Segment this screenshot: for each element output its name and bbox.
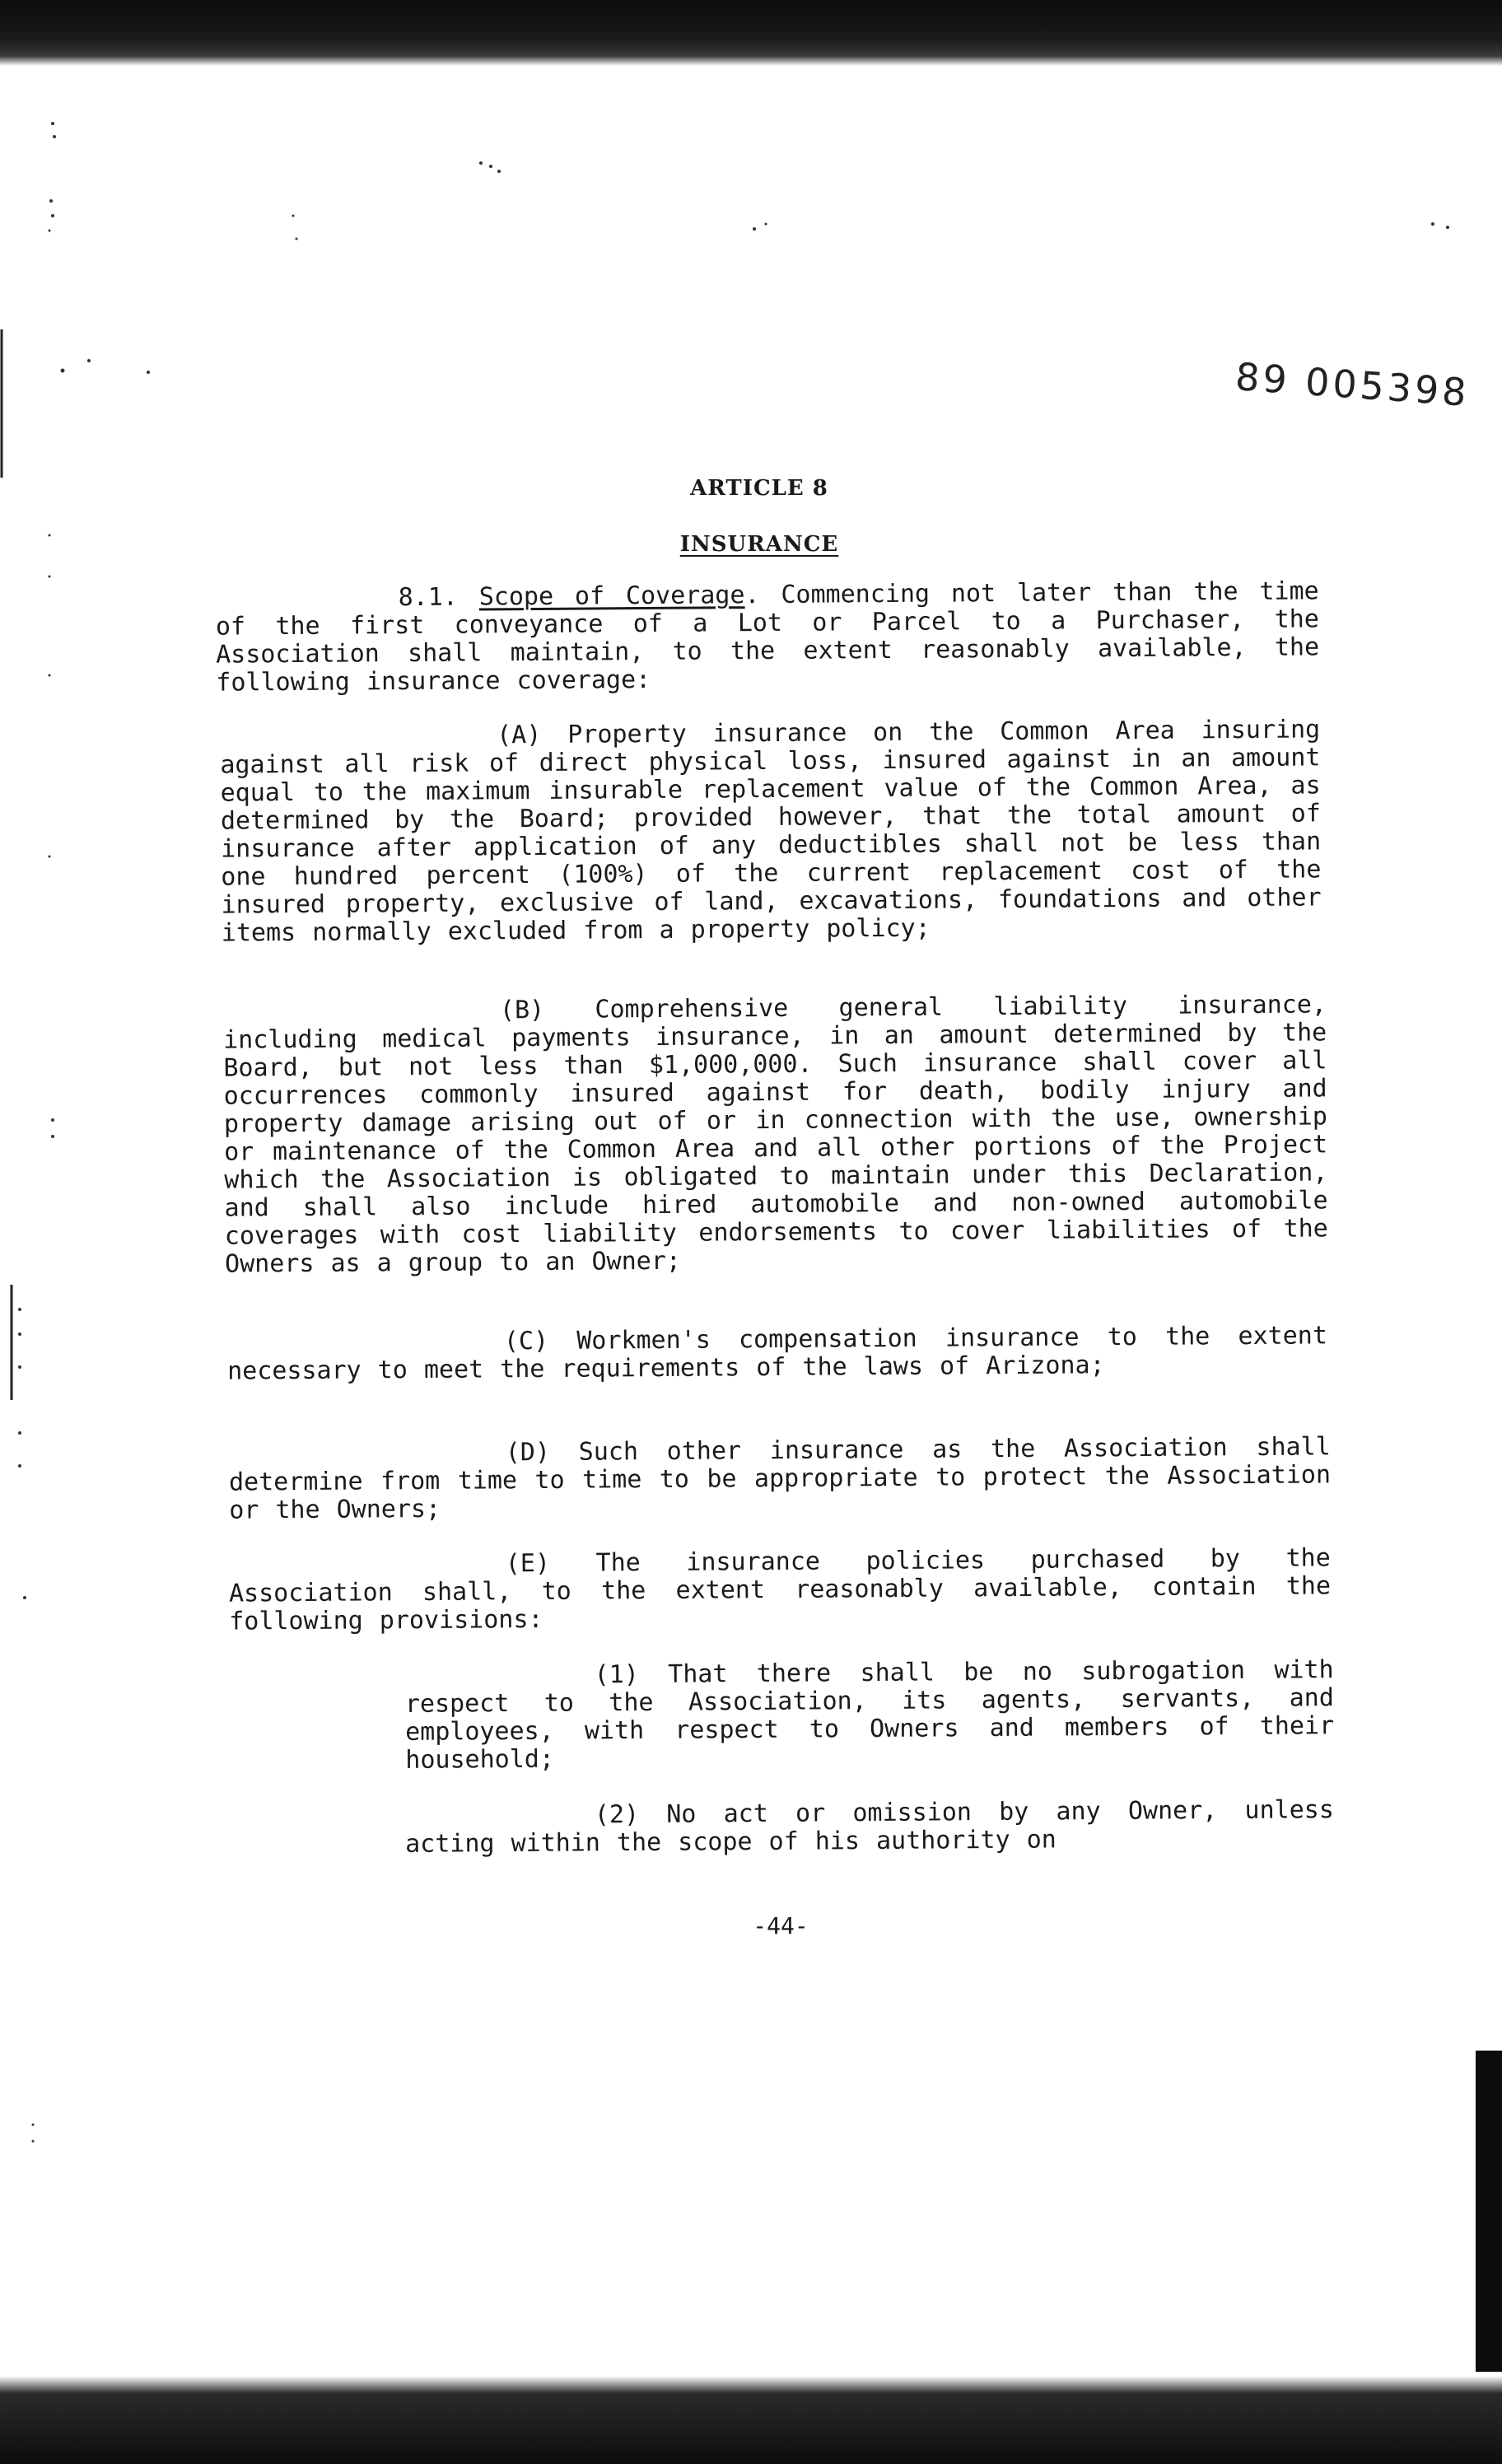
article-subtitle: INSURANCE bbox=[679, 532, 839, 557]
section-text: . Commencing not later than the time of the first conveyance of a Lot or Parcel to a Purchaser, the Association shall maintain, to the extent reasonably available, the following insurance coverage: bbox=[215, 576, 1320, 698]
clause-c-paragraph: (C) Workmen's compensation insurance to the extent necessary to meet the requirements of the laws of Arizona; bbox=[227, 1321, 1327, 1386]
clause-e-2-paragraph: (2) No act or omission by any Owner, unless acting within the scope of his authority on bbox=[405, 1795, 1334, 1859]
section-number: 8.1. bbox=[398, 582, 459, 613]
document-number: 89 005398 bbox=[1234, 354, 1472, 415]
clause-d-paragraph: (D) Such other insurance as the Association shall determine from time to time to be appropriate to protect the Association or the Owners; bbox=[228, 1432, 1332, 1525]
clause-b-paragraph: (B) Comprehensive general liability insurance, including medical payments insurance, in an amount determined by the Board, but not less than $1,000,000. Such insurance shall cover all occurrences commonly insured against for death, bodily injury and property damage arising out of or in connection with the use, ownership or maintenance of the Common Area and all other portions of the Project which the Association is obligated to maintain under this Declaration, and shall also include hired automobile and non-owned automobile coverages with cost liability endorsements to cover liabilities of the Owners as a group to an Owner; bbox=[223, 990, 1328, 1279]
clause-e-1-paragraph: (1) That there shall be no subrogation with respect to the Association, its agents, servants, and employees, with respect to Owners and members of their household; bbox=[404, 1655, 1335, 1775]
clause-a-paragraph: (A) Property insurance on the Common Area insuring against all risk of direct physical loss, insured against in an amount equal to the maximum insurable replacement value of the Common Area, as determined by the Board; provided however, that the total amount of insurance after application of any deductibles shall not be less than one hundred percent (100%) of the current replacement cost of the insured property, exclusive of land, excavations, foundations and other items normally excluded from a property policy; bbox=[220, 715, 1322, 948]
section-8-1-paragraph bbox=[216, 577, 1320, 697]
section-title: Scope of Coverage bbox=[478, 581, 745, 612]
page-number: -44- bbox=[753, 1912, 809, 1939]
clause-e-paragraph: (E) The insurance policies purchased by the Association shall, to the extent reasonably available, contain the following provisions: bbox=[228, 1543, 1332, 1636]
article-title: ARTICLE 8 bbox=[690, 476, 828, 501]
